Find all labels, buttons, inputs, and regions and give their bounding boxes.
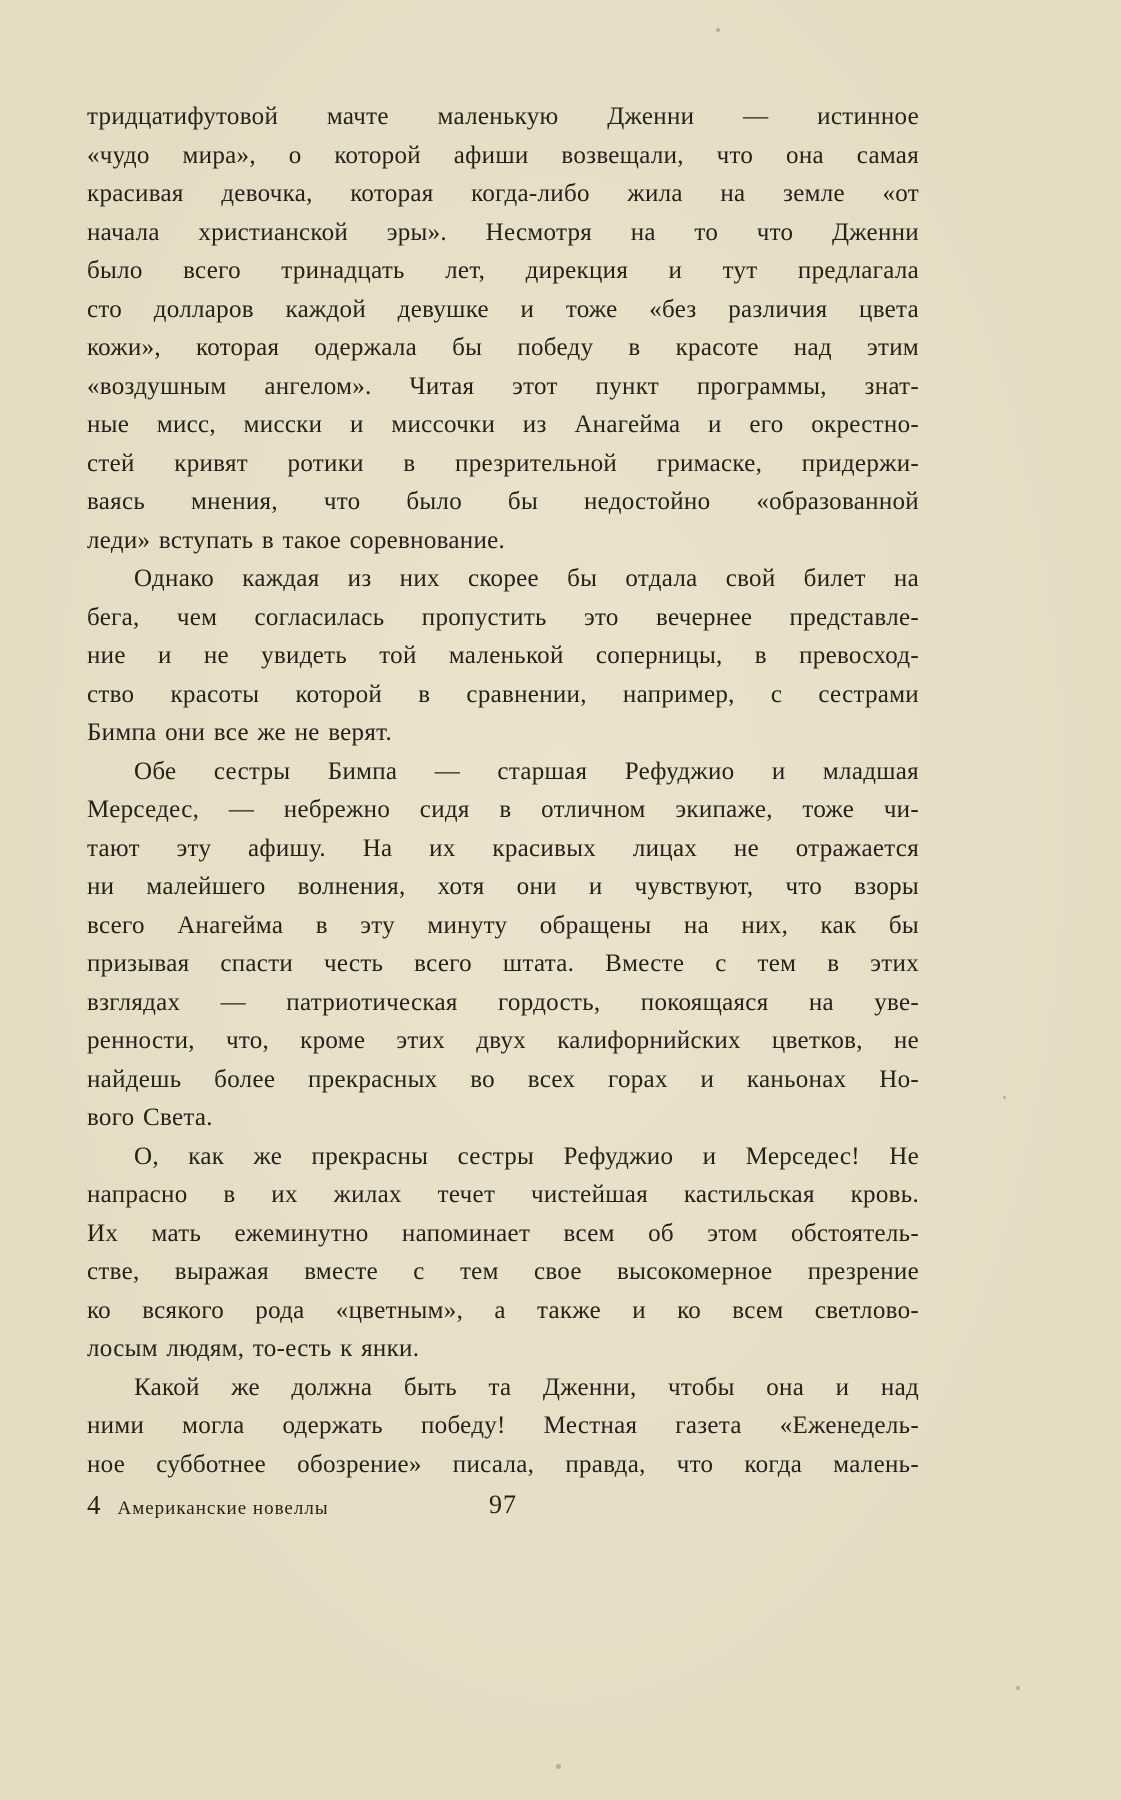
text-line: ваясь мнения, что было бы недостойно «образованной: [87, 488, 919, 515]
text-line: леди» вступать в такое соревнование.: [87, 526, 506, 554]
text-line: найдешь более прекрасных во всех горах и каньонах Но-: [87, 1065, 919, 1093]
text-line: вого Света.: [87, 1104, 213, 1131]
text-line: «чудо мира», о которой афиши возвещали, что она самая: [87, 141, 919, 169]
text-line: красивая девочка, которая когда-либо жила на земле «от: [87, 180, 919, 207]
text-line: Бимпа они все же не верят.: [87, 719, 393, 746]
paragraph-5: [87, 1369, 919, 1485]
text-line: напрасно в их жилах течет чистейшая кастильская кровь.: [87, 1181, 919, 1208]
text-line: ное субботнее обозрение» писала, правда, что когда малень-: [87, 1450, 919, 1478]
page-footer: [87, 1490, 919, 1526]
body-text: [87, 98, 919, 1484]
paragraph-3: [87, 753, 919, 1138]
text-line: ство красоты которой в сравнении, например, с сестрами: [87, 680, 919, 708]
text-line: Их мать ежеминутно напоминает всем об этом обстоятель-: [87, 1219, 919, 1247]
text-line: взглядах — патриотическая гордость, покоящаяся на уве-: [87, 988, 919, 1016]
text-line: ренности, что, кроме этих двух калифорнийских цветков, не: [87, 1027, 919, 1054]
signature-mark: [87, 1490, 329, 1521]
paragraph-2: [87, 560, 919, 753]
page-number: 97: [489, 1490, 517, 1519]
paragraph-1: [87, 98, 919, 560]
text-line: «воздушным ангелом». Читая этот пункт программы, знат-: [87, 372, 919, 400]
paper-speck: [556, 1764, 561, 1769]
text-line: ними могла одержать победу! Местная газета «Еженедель-: [87, 1412, 919, 1439]
text-line: стей кривят ротики в презрительной гримаске, придержи-: [87, 449, 919, 477]
text-line: сто долларов каждой девушке и тоже «без различия цвета: [87, 295, 919, 323]
text-line: О, как же прекрасны сестры Рефуджио и Мерседес! Не: [134, 1142, 919, 1170]
text-line: тают эту афишу. На их красивых лицах не отражается: [87, 834, 919, 862]
text-line: Какой же должна быть та Дженни, чтобы она и над: [134, 1373, 919, 1401]
signature-title: Американские новеллы: [117, 1498, 329, 1519]
paragraph-4: [87, 1138, 919, 1369]
text-line: Однако каждая из них скорее бы отдала свой билет на: [134, 565, 919, 592]
text-line: ние и не увидеть той маленькой соперницы, в превосход-: [87, 642, 919, 669]
text-line: ни малейшего волнения, хотя они и чувствуют, что взоры: [87, 873, 919, 900]
signature-number: 4: [87, 1490, 101, 1520]
text-line: Мерседес, — небрежно сидя в отличном экипаже, тоже чи-: [87, 796, 919, 823]
text-line: начала христианской эры». Несмотря на то что Дженни: [87, 218, 919, 246]
text-line: призывая спасти честь всего штата. Вместе с тем в этих: [87, 950, 919, 977]
text-line: стве, выражая вместе с тем свое высокомерное презрение: [87, 1258, 919, 1285]
text-line: ко всякого рода «цветным», а также и ко всем светлово-: [87, 1296, 919, 1324]
paper-speck: [716, 28, 720, 32]
text-line: бега, чем согласилась пропустить это вечернее представле-: [87, 603, 919, 631]
text-line: Обе сестры Бимпа — старшая Рефуджио и младшая: [134, 757, 919, 785]
paper-speck: [1016, 1686, 1020, 1690]
text-line: ные мисс, мисски и миссочки из Анагейма и его окрестно-: [87, 411, 919, 438]
text-line: тридцатифутовой мачте маленькую Дженни — истинное: [87, 103, 919, 130]
text-line: всего Анагейма в эту минуту обращены на них, как бы: [87, 911, 919, 939]
text-line: кожи», которая одержала бы победу в красоте над этим: [87, 334, 919, 361]
paper-speck: [1003, 1096, 1006, 1099]
text-line: было всего тринадцать лет, дирекция и тут предлагала: [87, 257, 919, 284]
text-line: лосым людям, то-есть к янки.: [87, 1335, 420, 1362]
